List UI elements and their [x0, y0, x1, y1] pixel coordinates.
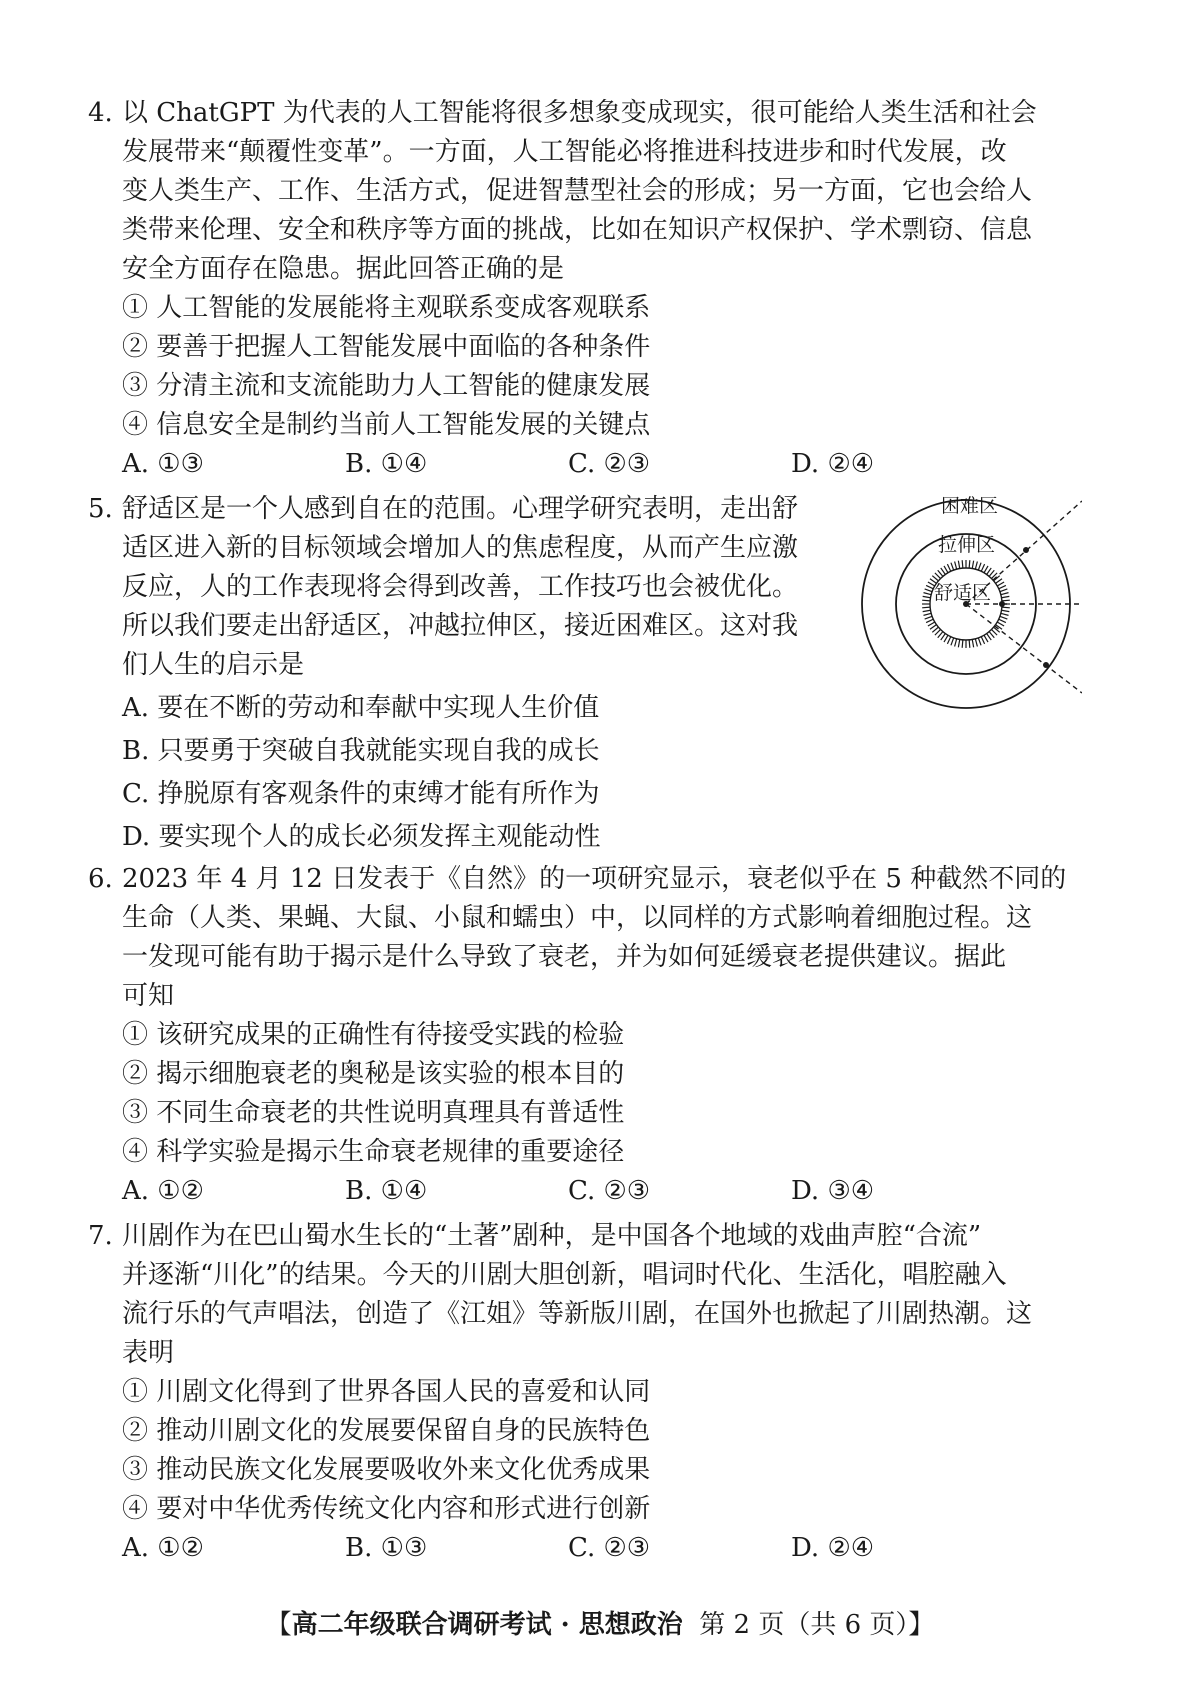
stem-line: 2023 年 4 月 12 日发表于《自然》的一项研究显示，衰老似乎在 5 种截然不同的 [122, 864, 1067, 894]
hatch-tick [958, 639, 959, 647]
statement: ① 该研究成果的正确性有待接受实践的检验 [122, 1020, 625, 1050]
stem-line: 们人生的启示是 [122, 650, 305, 680]
stretch-zone-label: 拉伸区 [938, 534, 996, 556]
statement: ③ 不同生命衰老的共性说明真理具有普适性 [122, 1098, 625, 1128]
hatch-tick [975, 639, 977, 647]
answer-choices [122, 1529, 1088, 1568]
question-number: 4. [88, 98, 113, 128]
choice-c[interactable]: C. ②③ [568, 449, 651, 479]
stem-line: 类带来伦理、安全和秩序等方面的挑战，比如在知识产权保护、学术剽窃、信息 [122, 215, 1033, 245]
exam-title: 高二年级联合调研考试 · 思想政治 [291, 1610, 683, 1640]
hatch-tick [1002, 600, 1010, 601]
answer-choices [122, 1172, 1088, 1211]
footer-bracket-open: 【 [265, 1610, 292, 1640]
hatch-tick [935, 573, 941, 579]
hatch-tick [935, 629, 941, 635]
hatch-tick [930, 625, 937, 630]
hatch-tick [981, 637, 984, 644]
hatch-tick [1001, 593, 1009, 595]
option-d[interactable]: D. 要实现个人的成长必须发挥主观能动性 [122, 822, 601, 852]
hatch-tick [925, 589, 933, 592]
radius-dot [1023, 547, 1029, 553]
hatch-tick [978, 563, 981, 571]
hatch-tick [997, 582, 1004, 586]
hatch-tick [995, 579, 1002, 584]
statement: ③ 推动民族文化发展要吸收外来文化优秀成果 [122, 1455, 651, 1485]
hatch-tick [951, 638, 954, 646]
hatch-tick [989, 632, 994, 638]
hatch-tick [941, 568, 946, 575]
hatch-tick [978, 638, 981, 646]
option-b[interactable]: B. 只要勇于突破自我就能实现自我的成长 [122, 736, 600, 766]
statement: ② 推动川剧文化的发展要保留自身的民族特色 [122, 1416, 651, 1446]
comfort-zone-label: 舒适区 [934, 582, 992, 604]
hatch-tick [981, 564, 984, 571]
stem-line: 舒适区是一个人感到自在的范围。心理学研究表明，走出舒 [122, 494, 799, 524]
hatch-tick [1002, 607, 1010, 608]
hatch-tick [1000, 616, 1008, 619]
choice-c[interactable]: C. ②③ [568, 1176, 651, 1206]
hatch-tick [944, 635, 948, 642]
hatch-tick [944, 566, 948, 573]
radius-line [966, 604, 1082, 693]
hatch-tick [962, 560, 963, 568]
hatch-tick [969, 560, 970, 568]
radius-dot [999, 601, 1005, 607]
question-number: 5. [88, 494, 113, 524]
stem-line: 发展带来“颠覆性变革”。一方面，人工智能必将推进科技进步和时代发展，改 [122, 137, 1007, 167]
choice-d[interactable]: D. ②④ [791, 1533, 875, 1563]
hatch-tick [955, 639, 957, 647]
choice-b[interactable]: B. ①③ [345, 1533, 428, 1563]
hatch-tick [926, 585, 933, 588]
hatch-tick [1000, 589, 1008, 592]
hatch-tick [1001, 596, 1009, 597]
hatch-tick [962, 640, 963, 648]
statement: ② 要善于把握人工智能发展中面临的各种条件 [122, 332, 651, 362]
option-a[interactable]: A. 要在不断的劳动和奉献中实现人生价值 [122, 693, 600, 723]
hatch-tick [997, 622, 1004, 626]
question-4 [88, 94, 1088, 484]
statement: ③ 分清主流和支流能助力人工智能的健康发展 [122, 371, 651, 401]
hatch-tick [932, 627, 938, 632]
hatch-tick [972, 639, 973, 647]
hatch-tick [923, 593, 931, 595]
hatch-tick [932, 576, 938, 581]
statement: ① 川剧文化得到了世界各国人民的喜爱和认同 [122, 1377, 651, 1407]
stem-line: 可知 [122, 981, 175, 1011]
page-number: 第 2 页（共 6 页） [699, 1610, 909, 1640]
hatch-tick [975, 561, 977, 569]
question-number: 7. [88, 1221, 113, 1251]
option-c[interactable]: C. 挣脱原有客观条件的束缚才能有所作为 [122, 779, 600, 809]
answer-choices [122, 445, 1088, 484]
hatch-tick [923, 610, 931, 611]
hatch-tick [969, 640, 970, 648]
page-footer [0, 1607, 1200, 1643]
hatch-tick [925, 616, 933, 619]
statement: ④ 科学实验是揭示生命衰老规律的重要途径 [122, 1137, 625, 1167]
choice-d[interactable]: D. ②④ [791, 449, 875, 479]
hatch-tick [941, 633, 946, 640]
hatch-tick [938, 570, 943, 576]
hatch-tick [991, 629, 997, 635]
question-stem [122, 1217, 1088, 1373]
statement: ④ 要对中华优秀传统文化内容和形式进行创新 [122, 1494, 651, 1524]
choice-a[interactable]: A. ①③ [122, 449, 204, 479]
hatch-tick [987, 633, 992, 640]
choice-a[interactable]: A. ①② [122, 1176, 204, 1206]
stem-line: 反应，人的工作表现将会得到改善，工作技巧也会被优化。 [122, 572, 799, 602]
hatch-tick [999, 619, 1006, 622]
radius-dot [1043, 662, 1049, 668]
hatch-tick [922, 600, 930, 601]
hatch-tick [1001, 610, 1009, 611]
comfort-zone-diagram [860, 493, 1082, 715]
stem-line: 表明 [122, 1338, 175, 1368]
stem-line: 生命（人类、果蝇、大鼠、小鼠和蠕虫）中，以同样的方式影响着细胞过程。这 [122, 903, 1033, 933]
hatch-tick [984, 566, 988, 573]
hatch-tick [923, 613, 931, 615]
hatch-tick [947, 564, 950, 571]
stem-line: 流行乐的气声唱法，创造了《江姐》等新版川剧，在国外也掀起了川剧热潮。这 [122, 1299, 1033, 1329]
hatch-tick [928, 622, 935, 626]
hatch-tick [938, 632, 943, 638]
statement: ② 揭示细胞衰老的奥秘是该实验的根本目的 [122, 1059, 625, 1089]
question-7 [88, 1217, 1088, 1568]
statement: ④ 信息安全是制约当前人工智能发展的关键点 [122, 410, 651, 440]
hatch-tick [972, 561, 973, 569]
difficulty-zone-label: 困难区 [941, 495, 999, 517]
hatch-tick [989, 570, 994, 576]
stem-line: 适区进入新的目标领域会增加人的焦虑程度，从而产生应激 [122, 533, 799, 563]
question-stem [122, 860, 1088, 1016]
hatch-tick [926, 619, 933, 622]
choice-b[interactable]: B. ①④ [345, 449, 428, 479]
stem-line: 所以我们要走出舒适区，冲越拉伸区，接近困难区。这对我 [122, 611, 799, 641]
hatch-tick [1001, 613, 1009, 615]
hatch-tick [955, 561, 957, 569]
question-number: 6. [88, 864, 113, 894]
stem-line: 变人类生产、工作、生活方式，促进智慧型社会的形成；另一方面，它也会给人 [122, 176, 1033, 206]
stem-line: 川剧作为在巴山蜀水生长的“土著”剧种，是中国各个地域的戏曲声腔“合流” [122, 1221, 982, 1251]
footer-bracket-close: 】 [908, 1610, 935, 1640]
hatch-tick [984, 635, 988, 642]
stem-line: 并逐渐“川化”的结果。今天的川剧大胆创新，唱词时代化、生活化，唱腔融入 [122, 1260, 1007, 1290]
stem-line: 一发现可能有助于揭示是什么导致了衰老，并为如何延缓衰老提供建议。据此 [122, 942, 1007, 972]
question-stem [122, 94, 1088, 289]
statement: ① 人工智能的发展能将主观联系变成客观联系 [122, 293, 651, 323]
stem-line: 以 ChatGPT 为代表的人工智能将很多想象变成现实，很可能给人类生活和社会 [122, 98, 1037, 128]
choice-b[interactable]: B. ①④ [345, 1176, 428, 1206]
question-6 [88, 860, 1088, 1211]
hatch-tick [947, 637, 950, 644]
hatch-tick [951, 563, 954, 571]
hatch-tick [999, 585, 1006, 588]
hatch-tick [958, 561, 959, 569]
hatch-tick [922, 607, 930, 608]
hatch-tick [987, 568, 992, 575]
hatch-tick [923, 596, 931, 597]
choice-d[interactable]: D. ③④ [791, 1176, 875, 1206]
choice-a[interactable]: A. ①② [122, 1533, 204, 1563]
choice-c[interactable]: C. ②③ [568, 1533, 651, 1563]
stem-line: 安全方面存在隐患。据此回答正确的是 [122, 254, 565, 284]
